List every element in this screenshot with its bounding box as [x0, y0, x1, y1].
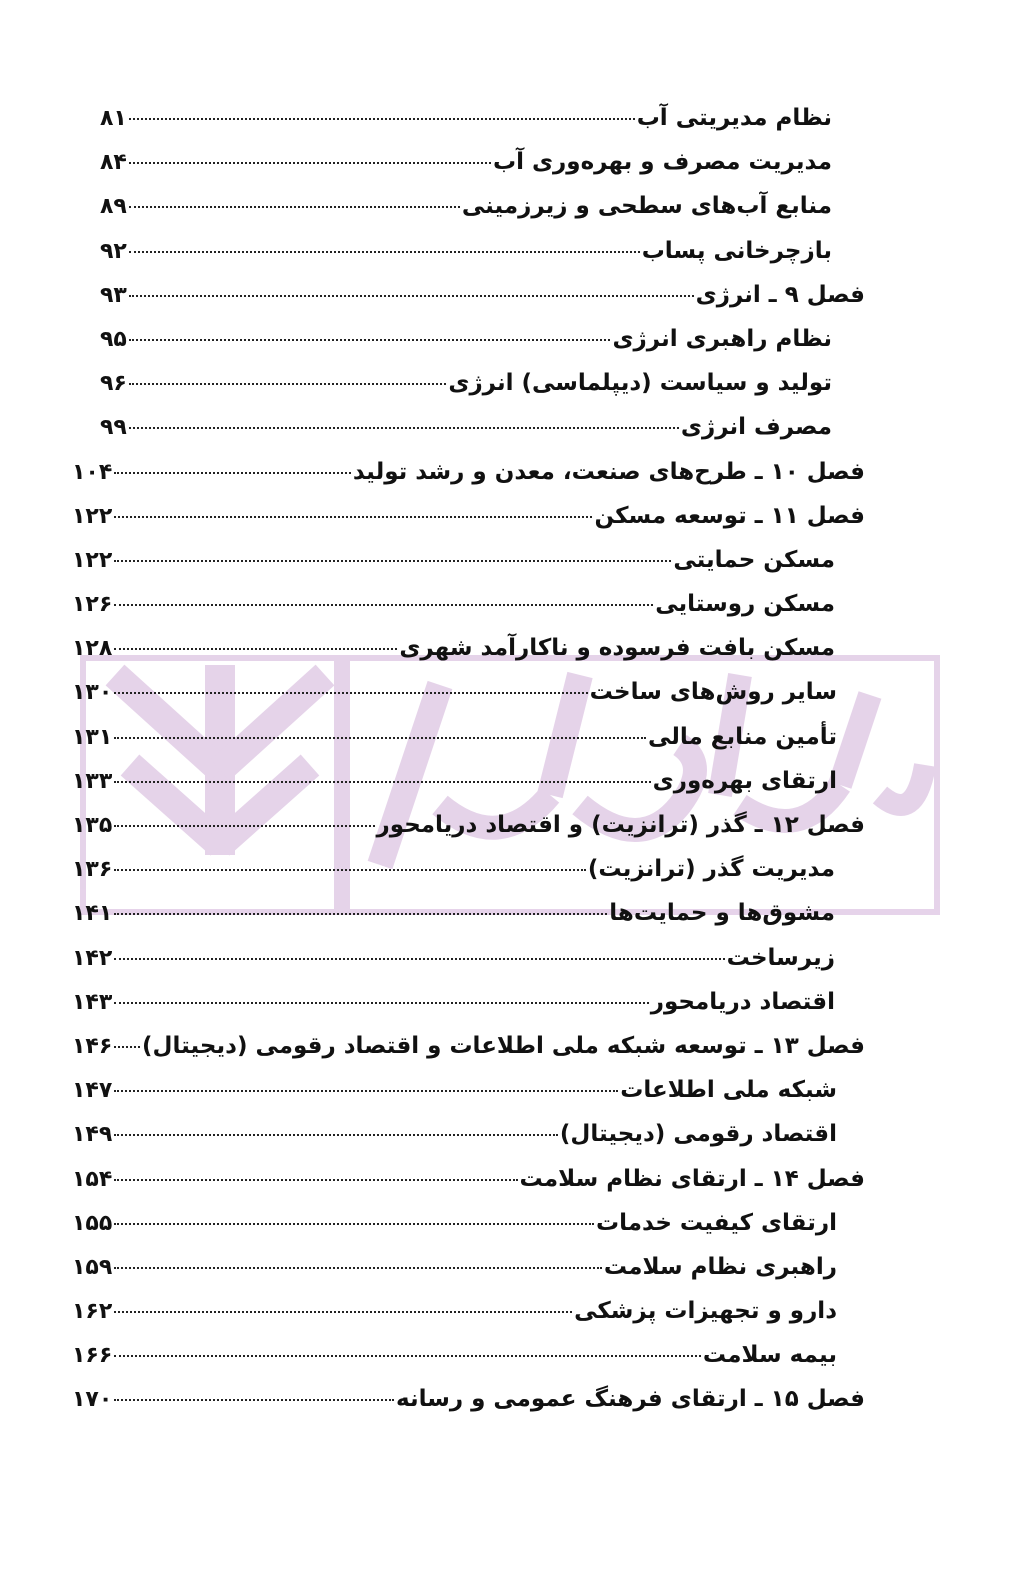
toc-line — [100, 317, 832, 361]
toc-title: مسکن روستایی — [655, 591, 835, 618]
toc-title: بازچرخانی پساب — [641, 237, 832, 264]
toc-title: نظام راهبری انرژی — [612, 325, 832, 352]
toc-line — [72, 1157, 865, 1201]
toc-line — [72, 1289, 837, 1333]
toc-page-number: ۱۷۰ — [72, 1387, 113, 1413]
toc-title: ارتقای بهره‌وری — [652, 767, 837, 794]
toc-line — [72, 1024, 865, 1068]
toc-title: مسکن حمایتی — [673, 546, 835, 573]
toc-page-number: ۱۴۲ — [72, 945, 113, 971]
toc-section-entry[interactable] — [0, 891, 1025, 935]
toc-line — [72, 715, 837, 759]
toc-page-number: ۹۲ — [100, 238, 127, 264]
toc-line — [72, 759, 837, 803]
toc-line — [72, 1068, 837, 1112]
toc-page-number: ۱۳۱ — [72, 724, 113, 750]
toc-dot-leader — [129, 162, 491, 164]
toc-chapter-entry[interactable] — [0, 273, 1025, 317]
toc-chapter-entry[interactable] — [0, 803, 1025, 847]
toc-page-number: ۱۲۲ — [72, 547, 113, 573]
toc-chapter-entry[interactable] — [0, 494, 1025, 538]
toc-line — [100, 229, 832, 273]
toc-dot-leader — [114, 472, 351, 474]
toc-dot-leader — [114, 1134, 558, 1136]
toc-section-entry[interactable] — [0, 405, 1025, 449]
toc-title: منابع آب‌های سطحی و زیرزمینی — [461, 193, 832, 220]
toc-title: ارتقای کیفیت خدمات — [596, 1209, 837, 1236]
toc-page-number: ۱۰۴ — [72, 459, 113, 485]
toc-dot-leader — [114, 825, 374, 827]
toc-chapter-entry[interactable] — [0, 450, 1025, 494]
toc-title: بیمه سلامت — [702, 1342, 837, 1369]
toc-dot-leader — [129, 295, 694, 297]
toc-line — [72, 582, 835, 626]
toc-title: فصل ۹ ـ انرژی — [695, 281, 865, 308]
toc-page-number: ۱۳۰ — [72, 680, 113, 706]
toc-title: تولید و سیاست (دیپلماسی) انرژی — [448, 370, 832, 397]
toc-page-number: ۱۶۶ — [72, 1343, 113, 1369]
toc-section-entry[interactable] — [0, 538, 1025, 582]
toc-section-entry[interactable] — [0, 229, 1025, 273]
toc-page-number: ۱۳۳ — [72, 768, 113, 794]
toc-title: سایر روش‌های ساخت — [589, 679, 837, 706]
toc-page-number: ۱۴۹ — [72, 1122, 113, 1148]
toc-title: شبکه ملی اطلاعات — [620, 1077, 837, 1104]
toc-page-number: ۹۶ — [100, 371, 127, 397]
toc-section-entry[interactable] — [0, 1112, 1025, 1156]
toc-line — [72, 980, 835, 1024]
toc-chapter-entry[interactable] — [0, 1157, 1025, 1201]
toc-dot-leader — [114, 913, 607, 915]
toc-dot-leader — [114, 1090, 618, 1092]
toc-title: مصرف انرژی — [680, 414, 832, 441]
toc-page-number: ۱۵۹ — [72, 1254, 113, 1280]
toc-title: فصل ۱۰ ـ طرح‌های صنعت، معدن و رشد تولید — [352, 458, 865, 485]
toc-title: مسکن بافت فرسوده و ناکارآمد شهری — [399, 635, 835, 662]
toc-title: مدیریت مصرف و بهره‌وری آب — [492, 149, 832, 176]
toc-section-entry[interactable] — [0, 847, 1025, 891]
toc-dot-leader — [114, 516, 592, 518]
toc-section-entry[interactable] — [0, 96, 1025, 140]
toc-line — [72, 936, 835, 980]
toc-title: اقتصاد رقومی (دیجیتال) — [559, 1121, 837, 1148]
toc-line — [72, 847, 835, 891]
toc-dot-leader — [114, 869, 586, 871]
toc-dot-leader — [114, 1002, 648, 1004]
toc-section-entry[interactable] — [0, 626, 1025, 670]
toc-line — [72, 1245, 837, 1289]
toc-line — [72, 450, 865, 494]
toc-page-number: ۱۴۷ — [72, 1078, 113, 1104]
toc-line — [100, 184, 832, 228]
toc-section-entry[interactable] — [0, 1245, 1025, 1289]
toc-dot-leader — [129, 206, 460, 208]
toc-page-number: ۱۴۶ — [72, 1033, 113, 1059]
toc-page-number: ۱۴۳ — [72, 989, 113, 1015]
toc-title: نظام مدیریتی آب — [636, 105, 832, 131]
toc-page-number: ۹۵ — [100, 326, 127, 352]
table-of-contents — [0, 96, 1025, 1422]
toc-line — [72, 494, 865, 538]
toc-line — [100, 361, 832, 405]
toc-dot-leader — [114, 1399, 394, 1401]
toc-line — [100, 140, 832, 184]
toc-section-entry[interactable] — [0, 759, 1025, 803]
toc-page-number: ۹۹ — [100, 415, 127, 441]
toc-page-number: ۱۵۴ — [72, 1166, 113, 1192]
toc-title: فصل ۱۱ ـ توسعه مسکن — [594, 502, 865, 529]
toc-dot-leader — [114, 1355, 701, 1357]
toc-dot-leader — [129, 118, 635, 120]
toc-section-entry[interactable] — [0, 715, 1025, 759]
toc-line — [100, 273, 865, 317]
toc-page-number: ۱۲۲ — [72, 503, 113, 529]
toc-page-number: ۱۳۵ — [72, 813, 113, 838]
toc-dot-leader — [114, 1267, 602, 1269]
toc-page-number: ۸۹ — [100, 194, 127, 220]
toc-section-entry[interactable] — [0, 184, 1025, 228]
toc-dot-leader — [114, 1179, 517, 1181]
toc-dot-leader — [129, 383, 447, 385]
toc-section-entry[interactable] — [0, 936, 1025, 980]
toc-page-number: ۸۱ — [100, 106, 127, 131]
toc-dot-leader — [114, 737, 646, 739]
toc-line — [100, 405, 832, 449]
toc-line — [100, 96, 832, 140]
toc-section-entry[interactable] — [0, 670, 1025, 714]
toc-dot-leader — [129, 251, 640, 253]
toc-page-number: ۱۵۵ — [72, 1210, 113, 1236]
toc-page-number: ۱۴۱ — [72, 901, 113, 927]
toc-page-number: ۱۲۸ — [72, 636, 113, 662]
toc-line — [72, 803, 865, 847]
toc-dot-leader — [114, 648, 397, 650]
toc-page-number: ۹۳ — [100, 282, 127, 308]
toc-dot-leader — [114, 958, 724, 960]
toc-line — [72, 1333, 837, 1377]
toc-section-entry[interactable] — [0, 582, 1025, 626]
toc-title: مدیریت گذر (ترانزیت) — [587, 856, 835, 883]
toc-line — [72, 670, 837, 714]
toc-title: دارو و تجهیزات پزشکی — [574, 1298, 837, 1325]
toc-line — [72, 1377, 865, 1421]
toc-line — [72, 626, 835, 670]
toc-title: فصل ۱۳ ـ توسعه شبکه ملی اطلاعات و اقتصاد رقومی (دیجیتال) — [142, 1032, 865, 1059]
toc-line — [72, 538, 835, 582]
toc-section-entry[interactable] — [0, 1333, 1025, 1377]
toc-title: فصل ۱۵ ـ ارتقای فرهنگ عمومی و رسانه — [396, 1386, 865, 1413]
toc-dot-leader — [114, 604, 653, 606]
toc-section-entry[interactable] — [0, 1201, 1025, 1245]
toc-title: فصل ۱۲ ـ گذر (ترانزیت) و اقتصاد دریامحور — [376, 812, 865, 838]
toc-line — [72, 891, 835, 935]
toc-dot-leader — [114, 1046, 140, 1048]
toc-page-number: ۱۳۶ — [72, 857, 113, 883]
toc-title: اقتصاد دریامحور — [650, 988, 835, 1015]
toc-dot-leader — [129, 339, 611, 341]
toc-title: تأمین منابع مالی — [647, 723, 837, 750]
toc-line — [72, 1112, 837, 1156]
toc-dot-leader — [114, 1223, 594, 1225]
toc-section-entry[interactable] — [0, 317, 1025, 361]
toc-section-entry[interactable] — [0, 361, 1025, 405]
toc-section-entry[interactable] — [0, 980, 1025, 1024]
toc-page-number: ۸۴ — [100, 150, 127, 176]
toc-page-number: ۱۶۲ — [72, 1299, 113, 1325]
toc-chapter-entry[interactable] — [0, 1377, 1025, 1421]
toc-section-entry[interactable] — [0, 140, 1025, 184]
toc-section-entry[interactable] — [0, 1068, 1025, 1112]
toc-title: زیرساخت — [726, 944, 835, 971]
toc-title: فصل ۱۴ ـ ارتقای نظام سلامت — [519, 1165, 865, 1192]
toc-line — [72, 1201, 837, 1245]
toc-dot-leader — [114, 692, 587, 694]
toc-dot-leader — [114, 560, 671, 562]
toc-dot-leader — [129, 427, 679, 429]
toc-section-entry[interactable] — [0, 1289, 1025, 1333]
toc-page-number: ۱۲۶ — [72, 592, 113, 618]
toc-title: مشوق‌ها و حمایت‌ها — [609, 900, 835, 927]
toc-dot-leader — [114, 1311, 572, 1313]
toc-title: راهبری نظام سلامت — [603, 1253, 837, 1280]
toc-dot-leader — [114, 781, 650, 783]
toc-chapter-entry[interactable] — [0, 1024, 1025, 1068]
